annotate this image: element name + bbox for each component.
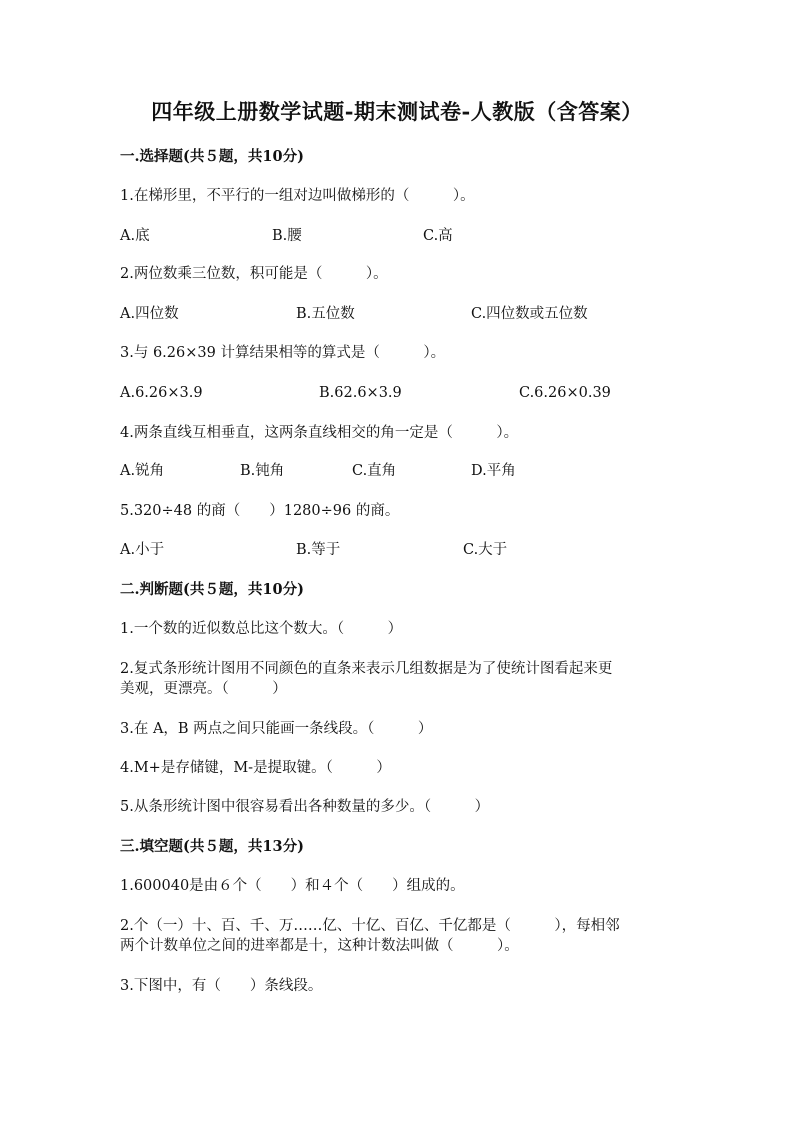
option-c: C.高 — [423, 228, 453, 244]
option-b: B.钝角 — [240, 463, 285, 479]
option-b: B.等于 — [296, 542, 341, 558]
question-text: 1.在梯形里，不平行的一组对边叫做梯形的（ ）。 — [120, 188, 475, 204]
option-a: A.小于 — [120, 542, 165, 558]
option-c: C.直角 — [352, 463, 397, 479]
section-heading-judgement: 二.判断题(共５题，共10分) — [120, 581, 304, 598]
question-text: 3.下图中，有（ ）条线段。 — [120, 978, 323, 994]
option-c: C.四位数或五位数 — [471, 306, 588, 322]
option-b: B.62.6×3.9 — [319, 385, 402, 401]
option-d: D.平角 — [471, 463, 516, 479]
question-text: 3.与 6.26×39 计算结果相等的算式是（ ）。 — [120, 345, 446, 361]
section-heading-choice: 一.选择题(共５题，共10分) — [120, 148, 304, 165]
question-text: 3.在 A，B 两点之间只能画一条线段。（ ） — [120, 721, 433, 737]
question-text-line: 2.个（一）十、百、千、万……亿、十亿、百亿、千亿都是（ ），每相邻 — [120, 918, 620, 934]
option-a: A.四位数 — [120, 306, 179, 322]
question-text: 1.一个数的近似数总比这个数大。（ ） — [120, 621, 403, 637]
option-b: B.腰 — [272, 228, 302, 244]
question-text-line: 2.复式条形统计图用不同颜色的直条来表示几组数据是为了使统计图看起来更 — [120, 661, 613, 677]
option-a: A.锐角 — [120, 463, 165, 479]
question-text: 4.两条直线互相垂直，这两条直线相交的角一定是（ ）。 — [120, 425, 519, 441]
option-a: A.6.26×3.9 — [120, 385, 203, 401]
question-text-line: 两个计数单位之间的进率都是十，这种计数法叫做（ ）。 — [120, 938, 519, 954]
question-text-line: 美观，更漂亮。（ ） — [120, 681, 287, 697]
option-b: B.五位数 — [296, 306, 355, 322]
option-c: C.6.26×0.39 — [519, 385, 611, 401]
question-text: 1.600040是由６个（ ）和４个（ ）组成的。 — [120, 878, 465, 894]
question-text: 4.M+是存储键，M-是提取键。（ ） — [120, 760, 391, 776]
question-text: 5.从条形统计图中很容易看出各种数量的多少。（ ） — [120, 799, 490, 815]
page-title: 四年级上册数学试题-期末测试卷-人教版（含答案） — [151, 99, 643, 124]
option-a: A.底 — [120, 228, 150, 244]
option-c: C.大于 — [463, 542, 508, 558]
question-text: 2.两位数乘三位数，积可能是（ ）。 — [120, 266, 388, 282]
section-heading-fill-blank: 三.填空题(共５题，共13分) — [120, 838, 304, 855]
question-text: 5.320÷48 的商（ ）1280÷96 的商。 — [120, 503, 400, 519]
